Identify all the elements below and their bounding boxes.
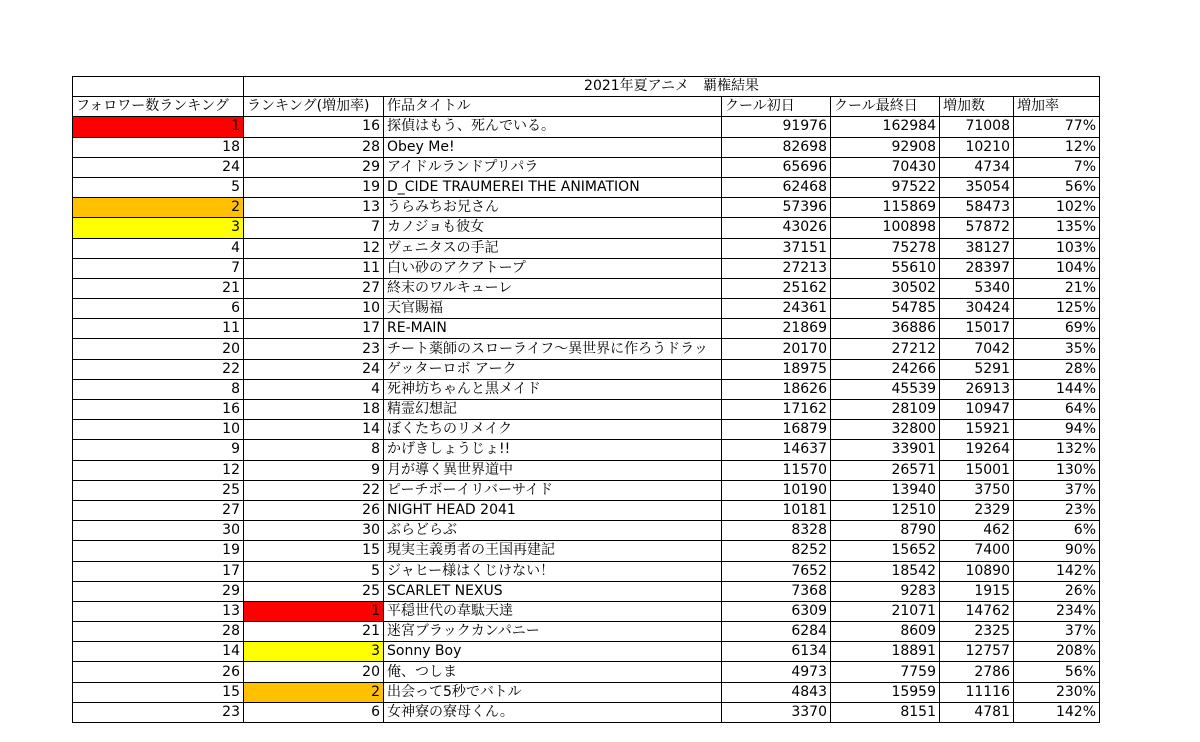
follower-rank-cell: 12: [73, 460, 244, 480]
title-cell: Sonny Boy: [384, 642, 722, 662]
rate-cell: 7%: [1014, 157, 1100, 177]
table-row: [73, 480, 1100, 500]
first-day-cell: 27213: [722, 258, 831, 278]
growth-rank-cell: 11: [244, 258, 384, 278]
follower-rank-cell: 30: [73, 521, 244, 541]
header-rate: 増加率: [1014, 97, 1100, 117]
table-row: [73, 541, 1100, 561]
table-row: [73, 521, 1100, 541]
table-row: [73, 400, 1100, 420]
last-day-cell: 13940: [831, 480, 940, 500]
first-day-cell: 18975: [722, 359, 831, 379]
increase-cell: 11116: [940, 682, 1014, 702]
first-day-cell: 4973: [722, 662, 831, 682]
follower-rank-cell: 17: [73, 561, 244, 581]
title-cell: SCARLET NEXUS: [384, 581, 722, 601]
follower-rank-cell: 8: [73, 379, 244, 399]
first-day-cell: 14637: [722, 440, 831, 460]
title-cell: ヴェニタスの手記: [384, 238, 722, 258]
increase-cell: 71008: [940, 117, 1014, 137]
last-day-cell: 100898: [831, 218, 940, 238]
growth-rank-cell: 2: [244, 682, 384, 702]
follower-rank-cell: 1: [73, 117, 244, 137]
increase-cell: 10947: [940, 400, 1014, 420]
increase-cell: 5340: [940, 278, 1014, 298]
table-row: [73, 137, 1100, 157]
increase-cell: 15001: [940, 460, 1014, 480]
growth-rank-cell: 16: [244, 117, 384, 137]
growth-rank-cell: 10: [244, 299, 384, 319]
last-day-cell: 18891: [831, 642, 940, 662]
growth-rank-cell: 7: [244, 218, 384, 238]
growth-rank-cell: 5: [244, 561, 384, 581]
follower-rank-cell: 28: [73, 622, 244, 642]
follower-rank-cell: 25: [73, 480, 244, 500]
follower-rank-cell: 23: [73, 702, 244, 722]
follower-rank-cell: 19: [73, 541, 244, 561]
growth-rank-cell: 17: [244, 319, 384, 339]
last-day-cell: 12510: [831, 500, 940, 520]
first-day-cell: 8252: [722, 541, 831, 561]
last-day-cell: 15652: [831, 541, 940, 561]
rate-cell: 77%: [1014, 117, 1100, 137]
increase-cell: 1915: [940, 581, 1014, 601]
follower-rank-cell: 9: [73, 440, 244, 460]
header-increase: 増加数: [940, 97, 1014, 117]
table-row: [73, 177, 1100, 197]
title-cell: 探偵はもう、死んでいる。: [384, 117, 722, 137]
title-cell: アイドルランドプリパラ: [384, 157, 722, 177]
increase-cell: 35054: [940, 177, 1014, 197]
first-day-cell: 7652: [722, 561, 831, 581]
follower-rank-cell: 7: [73, 258, 244, 278]
rate-cell: 144%: [1014, 379, 1100, 399]
follower-rank-cell: 20: [73, 339, 244, 359]
last-day-cell: 115869: [831, 198, 940, 218]
increase-cell: 2329: [940, 500, 1014, 520]
growth-rank-cell: 13: [244, 198, 384, 218]
header-first-day: クール初日: [722, 97, 831, 117]
rate-cell: 35%: [1014, 339, 1100, 359]
first-day-cell: 20170: [722, 339, 831, 359]
title-cell: ぶらどらぶ: [384, 521, 722, 541]
follower-rank-cell: 21: [73, 278, 244, 298]
title-cell: RE-MAIN: [384, 319, 722, 339]
last-day-cell: 32800: [831, 420, 940, 440]
follower-rank-cell: 6: [73, 299, 244, 319]
table-row: [73, 278, 1100, 298]
rate-cell: 56%: [1014, 177, 1100, 197]
follower-rank-cell: 24: [73, 157, 244, 177]
growth-rank-cell: 30: [244, 521, 384, 541]
table-row: [73, 642, 1100, 662]
rate-cell: 142%: [1014, 702, 1100, 722]
growth-rank-cell: 9: [244, 460, 384, 480]
last-day-cell: 15959: [831, 682, 940, 702]
rate-cell: 125%: [1014, 299, 1100, 319]
follower-rank-cell: 13: [73, 601, 244, 621]
rate-cell: 6%: [1014, 521, 1100, 541]
increase-cell: 3750: [940, 480, 1014, 500]
rate-cell: 28%: [1014, 359, 1100, 379]
table-row: [73, 299, 1100, 319]
table-row: [73, 238, 1100, 258]
last-day-cell: 45539: [831, 379, 940, 399]
table-row: [73, 622, 1100, 642]
increase-cell: 58473: [940, 198, 1014, 218]
last-day-cell: 8609: [831, 622, 940, 642]
follower-rank-cell: 18: [73, 137, 244, 157]
growth-rank-cell: 28: [244, 137, 384, 157]
last-day-cell: 30502: [831, 278, 940, 298]
table-row: [73, 258, 1100, 278]
first-day-cell: 82698: [722, 137, 831, 157]
first-day-cell: 4843: [722, 682, 831, 702]
corner-blank-cell: [73, 77, 244, 97]
title-cell: 死神坊ちゃんと黒メイド: [384, 379, 722, 399]
first-day-cell: 6284: [722, 622, 831, 642]
title-cell: 白い砂のアクアトープ: [384, 258, 722, 278]
rate-cell: 56%: [1014, 662, 1100, 682]
last-day-cell: 8151: [831, 702, 940, 722]
growth-rank-cell: 26: [244, 500, 384, 520]
title-cell: 俺、つしま: [384, 662, 722, 682]
increase-cell: 26913: [940, 379, 1014, 399]
ranking-table: [72, 76, 1100, 723]
increase-cell: 2325: [940, 622, 1014, 642]
growth-rank-cell: 15: [244, 541, 384, 561]
follower-rank-cell: 22: [73, 359, 244, 379]
increase-cell: 12757: [940, 642, 1014, 662]
growth-rank-cell: 23: [244, 339, 384, 359]
last-day-cell: 7759: [831, 662, 940, 682]
table-row: [73, 218, 1100, 238]
table-row: [73, 117, 1100, 137]
sheet-title: 2021年夏アニメ 覇権結果: [244, 77, 1100, 97]
last-day-cell: 24266: [831, 359, 940, 379]
last-day-cell: 9283: [831, 581, 940, 601]
rate-cell: 21%: [1014, 278, 1100, 298]
title-cell: Obey Me!: [384, 137, 722, 157]
follower-rank-cell: 11: [73, 319, 244, 339]
last-day-cell: 55610: [831, 258, 940, 278]
increase-cell: 4781: [940, 702, 1014, 722]
table-row: [73, 420, 1100, 440]
growth-rank-cell: 18: [244, 400, 384, 420]
table-row: [73, 460, 1100, 480]
growth-rank-cell: 21: [244, 622, 384, 642]
last-day-cell: 28109: [831, 400, 940, 420]
increase-cell: 10890: [940, 561, 1014, 581]
first-day-cell: 18626: [722, 379, 831, 399]
title-cell: 精霊幻想記: [384, 400, 722, 420]
title-cell: 終末のワルキューレ: [384, 278, 722, 298]
follower-rank-cell: 4: [73, 238, 244, 258]
title-cell: かげきしょうじょ!!: [384, 440, 722, 460]
first-day-cell: 7368: [722, 581, 831, 601]
first-day-cell: 21869: [722, 319, 831, 339]
first-day-cell: 43026: [722, 218, 831, 238]
table-row: [73, 682, 1100, 702]
title-cell: D_CIDE TRAUMEREI THE ANIMATION: [384, 177, 722, 197]
first-day-cell: 24361: [722, 299, 831, 319]
first-day-cell: 8328: [722, 521, 831, 541]
rate-cell: 102%: [1014, 198, 1100, 218]
first-day-cell: 6309: [722, 601, 831, 621]
first-day-cell: 6134: [722, 642, 831, 662]
growth-rank-cell: 20: [244, 662, 384, 682]
first-day-cell: 10181: [722, 500, 831, 520]
first-day-cell: 11570: [722, 460, 831, 480]
table-row: [73, 561, 1100, 581]
increase-cell: 28397: [940, 258, 1014, 278]
increase-cell: 15921: [940, 420, 1014, 440]
last-day-cell: 8790: [831, 521, 940, 541]
rate-cell: 230%: [1014, 682, 1100, 702]
first-day-cell: 37151: [722, 238, 831, 258]
first-day-cell: 10190: [722, 480, 831, 500]
growth-rank-cell: 3: [244, 642, 384, 662]
growth-rank-cell: 24: [244, 359, 384, 379]
last-day-cell: 36886: [831, 319, 940, 339]
title-cell: 現実主義勇者の王国再建記: [384, 541, 722, 561]
follower-rank-cell: 3: [73, 218, 244, 238]
increase-cell: 38127: [940, 238, 1014, 258]
rate-cell: 26%: [1014, 581, 1100, 601]
increase-cell: 5291: [940, 359, 1014, 379]
title-cell: 天官賜福: [384, 299, 722, 319]
growth-rank-cell: 22: [244, 480, 384, 500]
table-row: [73, 500, 1100, 520]
growth-rank-cell: 1: [244, 601, 384, 621]
rate-cell: 208%: [1014, 642, 1100, 662]
increase-cell: 7400: [940, 541, 1014, 561]
table-row: [73, 339, 1100, 359]
title-cell: NIGHT HEAD 2041: [384, 500, 722, 520]
last-day-cell: 75278: [831, 238, 940, 258]
follower-rank-cell: 15: [73, 682, 244, 702]
title-cell: ゲッターロボ アーク: [384, 359, 722, 379]
last-day-cell: 26571: [831, 460, 940, 480]
follower-rank-cell: 10: [73, 420, 244, 440]
table-row: [73, 662, 1100, 682]
follower-rank-cell: 2: [73, 198, 244, 218]
first-day-cell: 25162: [722, 278, 831, 298]
follower-rank-cell: 26: [73, 662, 244, 682]
first-day-cell: 62468: [722, 177, 831, 197]
rate-cell: 234%: [1014, 601, 1100, 621]
first-day-cell: 3370: [722, 702, 831, 722]
header-last-day: クール最終日: [831, 97, 940, 117]
follower-rank-cell: 27: [73, 500, 244, 520]
growth-rank-cell: 27: [244, 278, 384, 298]
rate-cell: 94%: [1014, 420, 1100, 440]
title-cell: 平穏世代の韋駄天達: [384, 601, 722, 621]
first-day-cell: 16879: [722, 420, 831, 440]
growth-rank-cell: 12: [244, 238, 384, 258]
table-row: [73, 440, 1100, 460]
table-row: [73, 359, 1100, 379]
header-follower-rank: フォロワー数ランキング: [73, 97, 244, 117]
rate-cell: 142%: [1014, 561, 1100, 581]
rate-cell: 104%: [1014, 258, 1100, 278]
table-row: [73, 702, 1100, 722]
last-day-cell: 54785: [831, 299, 940, 319]
last-day-cell: 21071: [831, 601, 940, 621]
growth-rank-cell: 14: [244, 420, 384, 440]
increase-cell: 14762: [940, 601, 1014, 621]
rate-cell: 130%: [1014, 460, 1100, 480]
increase-cell: 7042: [940, 339, 1014, 359]
rate-cell: 69%: [1014, 319, 1100, 339]
increase-cell: 462: [940, 521, 1014, 541]
follower-rank-cell: 29: [73, 581, 244, 601]
growth-rank-cell: 6: [244, 702, 384, 722]
table-row: [73, 157, 1100, 177]
increase-cell: 30424: [940, 299, 1014, 319]
rate-cell: 132%: [1014, 440, 1100, 460]
last-day-cell: 33901: [831, 440, 940, 460]
table-row: [73, 601, 1100, 621]
table-row: [73, 379, 1100, 399]
follower-rank-cell: 5: [73, 177, 244, 197]
rate-cell: 23%: [1014, 500, 1100, 520]
last-day-cell: 18542: [831, 561, 940, 581]
rate-cell: 90%: [1014, 541, 1100, 561]
rate-cell: 103%: [1014, 238, 1100, 258]
first-day-cell: 17162: [722, 400, 831, 420]
follower-rank-cell: 14: [73, 642, 244, 662]
first-day-cell: 91976: [722, 117, 831, 137]
last-day-cell: 70430: [831, 157, 940, 177]
increase-cell: 57872: [940, 218, 1014, 238]
increase-cell: 4734: [940, 157, 1014, 177]
first-day-cell: 57396: [722, 198, 831, 218]
first-day-cell: 65696: [722, 157, 831, 177]
growth-rank-cell: 19: [244, 177, 384, 197]
table-row: [73, 319, 1100, 339]
title-cell: ぼくたちのリメイク: [384, 420, 722, 440]
title-cell: チート薬師のスローライフ～異世界に作ろうドラッ: [384, 339, 722, 359]
rate-cell: 135%: [1014, 218, 1100, 238]
title-cell: ジャヒー様はくじけない！: [384, 561, 722, 581]
last-day-cell: 162984: [831, 117, 940, 137]
table-row: [73, 581, 1100, 601]
last-day-cell: 92908: [831, 137, 940, 157]
title-row: [73, 77, 1100, 97]
last-day-cell: 97522: [831, 177, 940, 197]
title-cell: カノジョも彼女: [384, 218, 722, 238]
rate-cell: 64%: [1014, 400, 1100, 420]
title-cell: 女神寮の寮母くん。: [384, 702, 722, 722]
increase-cell: 2786: [940, 662, 1014, 682]
header-title: 作品タイトル: [384, 97, 722, 117]
title-cell: 出会って5秒でバトル: [384, 682, 722, 702]
growth-rank-cell: 8: [244, 440, 384, 460]
rate-cell: 12%: [1014, 137, 1100, 157]
header-growth-rank: ランキング(増加率): [244, 97, 384, 117]
table-body: [73, 77, 1100, 723]
follower-rank-cell: 16: [73, 400, 244, 420]
title-cell: ピーチボーイリバーサイド: [384, 480, 722, 500]
growth-rank-cell: 25: [244, 581, 384, 601]
rate-cell: 37%: [1014, 480, 1100, 500]
increase-cell: 19264: [940, 440, 1014, 460]
growth-rank-cell: 4: [244, 379, 384, 399]
table-row: [73, 198, 1100, 218]
rate-cell: 37%: [1014, 622, 1100, 642]
title-cell: うらみちお兄さん: [384, 198, 722, 218]
header-row: [73, 97, 1100, 117]
increase-cell: 10210: [940, 137, 1014, 157]
increase-cell: 15017: [940, 319, 1014, 339]
growth-rank-cell: 29: [244, 157, 384, 177]
title-cell: 迷宮ブラックカンパニー: [384, 622, 722, 642]
title-cell: 月が導く異世界道中: [384, 460, 722, 480]
last-day-cell: 27212: [831, 339, 940, 359]
